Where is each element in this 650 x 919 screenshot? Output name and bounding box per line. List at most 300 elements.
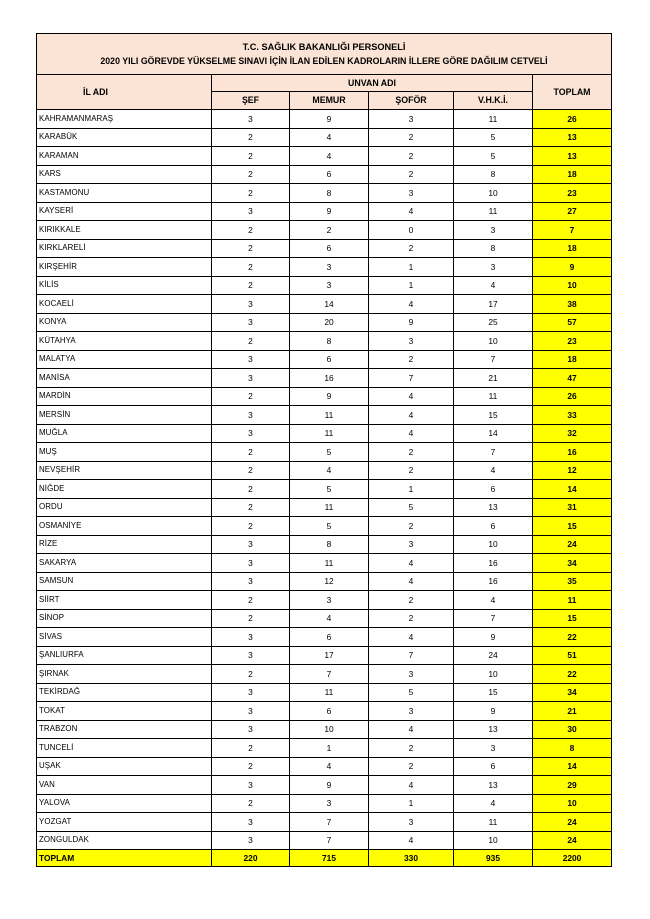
header-toplam: TOPLAM: [533, 75, 612, 110]
cell-sofor: 5: [369, 683, 454, 702]
cell-toplam: 11: [533, 591, 612, 610]
distribution-table: [36, 33, 612, 867]
cell-sef: 3: [212, 572, 290, 591]
cell-memur: 7: [290, 813, 369, 832]
table-row: [37, 572, 612, 591]
title-line-2: 2020 YILI GÖREVDE YÜKSELME SINAVI İÇİN İLAN EDİLEN KADROLARIN İLLERE GÖRE DAĞILIM CETVELİ: [100, 55, 548, 66]
cell-sef: 3: [212, 535, 290, 554]
cell-il-adi: KONYA: [37, 313, 212, 332]
header-sef: ŞEF: [212, 92, 290, 110]
cell-vhki: 3: [454, 221, 533, 240]
cell-toplam: 51: [533, 646, 612, 665]
cell-memur: 12: [290, 572, 369, 591]
cell-vhki: 14: [454, 424, 533, 443]
cell-memur: 3: [290, 794, 369, 813]
cell-sef: 3: [212, 554, 290, 573]
cell-toplam: 9: [533, 258, 612, 277]
cell-vhki: 6: [454, 757, 533, 776]
cell-sofor: 3: [369, 702, 454, 721]
cell-memur: 9: [290, 202, 369, 221]
cell-memur: 10: [290, 720, 369, 739]
cell-sef: 2: [212, 258, 290, 277]
table-row: [37, 424, 612, 443]
cell-sofor: 2: [369, 591, 454, 610]
cell-vhki: 11: [454, 202, 533, 221]
table-row: [37, 239, 612, 258]
cell-memur: 14: [290, 295, 369, 314]
cell-il-adi: SAMSUN: [37, 572, 212, 591]
cell-toplam: 8: [533, 739, 612, 758]
cell-vhki: 4: [454, 794, 533, 813]
cell-sef: 2: [212, 239, 290, 258]
cell-sofor: 4: [369, 202, 454, 221]
table-row: [37, 813, 612, 832]
cell-sef: 3: [212, 646, 290, 665]
cell-sofor: 7: [369, 646, 454, 665]
cell-toplam: 7: [533, 221, 612, 240]
table-title: [37, 34, 612, 75]
cell-il-adi: VAN: [37, 776, 212, 795]
total-sofor: 330: [369, 850, 454, 867]
total-memur: 715: [290, 850, 369, 867]
cell-sef: 3: [212, 702, 290, 721]
cell-toplam: 34: [533, 554, 612, 573]
cell-toplam: 23: [533, 332, 612, 351]
cell-sofor: 3: [369, 535, 454, 554]
cell-toplam: 10: [533, 276, 612, 295]
cell-il-adi: OSMANİYE: [37, 517, 212, 536]
cell-vhki: 13: [454, 498, 533, 517]
total-toplam: 2200: [533, 850, 612, 867]
cell-sofor: 2: [369, 350, 454, 369]
cell-vhki: 10: [454, 831, 533, 850]
cell-sofor: 2: [369, 739, 454, 758]
cell-il-adi: SİVAS: [37, 628, 212, 647]
cell-memur: 6: [290, 702, 369, 721]
cell-sef: 2: [212, 147, 290, 166]
table-row: [37, 221, 612, 240]
cell-sofor: 0: [369, 221, 454, 240]
cell-il-adi: KÜTAHYA: [37, 332, 212, 351]
cell-il-adi: TEKİRDAĞ: [37, 683, 212, 702]
cell-vhki: 9: [454, 702, 533, 721]
cell-memur: 8: [290, 535, 369, 554]
cell-toplam: 13: [533, 128, 612, 147]
cell-vhki: 3: [454, 258, 533, 277]
cell-sef: 3: [212, 813, 290, 832]
cell-sef: 2: [212, 609, 290, 628]
table-row: [37, 628, 612, 647]
cell-il-adi: TUNCELİ: [37, 739, 212, 758]
cell-memur: 6: [290, 628, 369, 647]
cell-sef: 2: [212, 498, 290, 517]
table-row: [37, 295, 612, 314]
table-row: [37, 350, 612, 369]
table-row: [37, 443, 612, 462]
cell-vhki: 8: [454, 165, 533, 184]
table-row: [37, 609, 612, 628]
cell-sef: 2: [212, 794, 290, 813]
cell-vhki: 15: [454, 406, 533, 425]
cell-memur: 6: [290, 165, 369, 184]
cell-vhki: 3: [454, 739, 533, 758]
cell-sef: 2: [212, 461, 290, 480]
cell-toplam: 13: [533, 147, 612, 166]
cell-memur: 4: [290, 609, 369, 628]
cell-memur: 11: [290, 683, 369, 702]
cell-sef: 2: [212, 517, 290, 536]
cell-toplam: 18: [533, 165, 612, 184]
cell-sofor: 1: [369, 794, 454, 813]
cell-toplam: 30: [533, 720, 612, 739]
cell-memur: 3: [290, 591, 369, 610]
table-row: [37, 535, 612, 554]
cell-il-adi: ORDU: [37, 498, 212, 517]
cell-sofor: 1: [369, 276, 454, 295]
total-sef: 220: [212, 850, 290, 867]
cell-vhki: 16: [454, 554, 533, 573]
cell-sofor: 4: [369, 776, 454, 795]
cell-sofor: 2: [369, 609, 454, 628]
title-line-1: T.C. SAĞLIK BAKANLIĞI PERSONELİ: [242, 41, 406, 52]
cell-il-adi: KARABÜK: [37, 128, 212, 147]
table-row: [37, 110, 612, 129]
cell-memur: 5: [290, 480, 369, 499]
cell-sef: 2: [212, 387, 290, 406]
cell-memur: 9: [290, 110, 369, 129]
cell-il-adi: YALOVA: [37, 794, 212, 813]
cell-memur: 11: [290, 406, 369, 425]
cell-sofor: 4: [369, 424, 454, 443]
cell-toplam: 34: [533, 683, 612, 702]
cell-toplam: 32: [533, 424, 612, 443]
table-row: [37, 480, 612, 499]
cell-memur: 9: [290, 776, 369, 795]
cell-sofor: 3: [369, 813, 454, 832]
cell-toplam: 24: [533, 813, 612, 832]
cell-vhki: 11: [454, 813, 533, 832]
distribution-sheet: [36, 33, 611, 867]
cell-sofor: 4: [369, 295, 454, 314]
cell-toplam: 31: [533, 498, 612, 517]
cell-il-adi: MALATYA: [37, 350, 212, 369]
cell-vhki: 10: [454, 332, 533, 351]
cell-memur: 11: [290, 424, 369, 443]
cell-toplam: 27: [533, 202, 612, 221]
cell-toplam: 33: [533, 406, 612, 425]
cell-il-adi: KAYSERİ: [37, 202, 212, 221]
table-row: [37, 683, 612, 702]
cell-sofor: 2: [369, 517, 454, 536]
table-row: [37, 831, 612, 850]
cell-sef: 2: [212, 184, 290, 203]
cell-vhki: 4: [454, 276, 533, 295]
table-row: [37, 665, 612, 684]
cell-vhki: 10: [454, 184, 533, 203]
cell-vhki: 4: [454, 591, 533, 610]
cell-sef: 2: [212, 332, 290, 351]
totals-row: [37, 850, 612, 867]
cell-sofor: 3: [369, 665, 454, 684]
cell-il-adi: KIRKLARELİ: [37, 239, 212, 258]
table-row: [37, 369, 612, 388]
cell-sef: 3: [212, 110, 290, 129]
cell-sofor: 1: [369, 258, 454, 277]
cell-il-adi: SİNOP: [37, 609, 212, 628]
cell-memur: 4: [290, 128, 369, 147]
cell-il-adi: ZONGULDAK: [37, 831, 212, 850]
cell-memur: 2: [290, 221, 369, 240]
cell-toplam: 14: [533, 757, 612, 776]
cell-il-adi: MUĞLA: [37, 424, 212, 443]
cell-vhki: 13: [454, 776, 533, 795]
table-row: [37, 128, 612, 147]
cell-sef: 2: [212, 665, 290, 684]
cell-il-adi: RİZE: [37, 535, 212, 554]
cell-il-adi: KIRŞEHİR: [37, 258, 212, 277]
cell-vhki: 6: [454, 517, 533, 536]
cell-memur: 16: [290, 369, 369, 388]
cell-sofor: 3: [369, 110, 454, 129]
table-row: [37, 276, 612, 295]
cell-sef: 3: [212, 406, 290, 425]
cell-sef: 2: [212, 443, 290, 462]
table-row: [37, 554, 612, 573]
cell-sofor: 4: [369, 628, 454, 647]
cell-memur: 1: [290, 739, 369, 758]
cell-vhki: 25: [454, 313, 533, 332]
cell-memur: 5: [290, 517, 369, 536]
cell-il-adi: MERSİN: [37, 406, 212, 425]
table-row: [37, 406, 612, 425]
cell-sofor: 2: [369, 128, 454, 147]
cell-vhki: 16: [454, 572, 533, 591]
cell-sofor: 4: [369, 387, 454, 406]
cell-sef: 3: [212, 350, 290, 369]
cell-sofor: 2: [369, 461, 454, 480]
table-row: [37, 517, 612, 536]
cell-sef: 3: [212, 202, 290, 221]
cell-toplam: 16: [533, 443, 612, 462]
cell-sofor: 4: [369, 831, 454, 850]
cell-vhki: 24: [454, 646, 533, 665]
cell-sef: 3: [212, 295, 290, 314]
cell-toplam: 26: [533, 110, 612, 129]
cell-il-adi: KIRIKKALE: [37, 221, 212, 240]
cell-vhki: 7: [454, 443, 533, 462]
cell-sofor: 2: [369, 757, 454, 776]
table-row: [37, 498, 612, 517]
cell-sef: 2: [212, 757, 290, 776]
table-row: [37, 387, 612, 406]
cell-toplam: 26: [533, 387, 612, 406]
cell-toplam: 15: [533, 609, 612, 628]
cell-il-adi: SAKARYA: [37, 554, 212, 573]
cell-toplam: 22: [533, 665, 612, 684]
cell-memur: 4: [290, 757, 369, 776]
cell-vhki: 10: [454, 665, 533, 684]
cell-vhki: 13: [454, 720, 533, 739]
cell-toplam: 38: [533, 295, 612, 314]
cell-sofor: 2: [369, 165, 454, 184]
table-row: [37, 313, 612, 332]
cell-il-adi: YOZGAT: [37, 813, 212, 832]
cell-il-adi: MARDİN: [37, 387, 212, 406]
cell-il-adi: KASTAMONU: [37, 184, 212, 203]
cell-toplam: 18: [533, 239, 612, 258]
table-row: [37, 720, 612, 739]
table-row: [37, 739, 612, 758]
header-memur: MEMUR: [290, 92, 369, 110]
cell-il-adi: KİLİS: [37, 276, 212, 295]
cell-memur: 6: [290, 239, 369, 258]
header-vhki: V.H.K.İ.: [454, 92, 533, 110]
cell-sofor: 4: [369, 554, 454, 573]
totals-label: TOPLAM: [37, 850, 212, 867]
cell-toplam: 12: [533, 461, 612, 480]
cell-il-adi: SİİRT: [37, 591, 212, 610]
cell-vhki: 5: [454, 147, 533, 166]
cell-sofor: 3: [369, 332, 454, 351]
cell-toplam: 10: [533, 794, 612, 813]
cell-sofor: 2: [369, 147, 454, 166]
cell-il-adi: KOCAELİ: [37, 295, 212, 314]
cell-sofor: 2: [369, 443, 454, 462]
cell-sef: 3: [212, 720, 290, 739]
cell-sofor: 5: [369, 498, 454, 517]
table-row: [37, 202, 612, 221]
cell-vhki: 21: [454, 369, 533, 388]
cell-vhki: 11: [454, 110, 533, 129]
cell-sef: 2: [212, 165, 290, 184]
cell-sef: 3: [212, 424, 290, 443]
cell-memur: 5: [290, 443, 369, 462]
cell-il-adi: ŞANLIURFA: [37, 646, 212, 665]
cell-toplam: 29: [533, 776, 612, 795]
cell-sofor: 1: [369, 480, 454, 499]
cell-vhki: 17: [454, 295, 533, 314]
cell-vhki: 11: [454, 387, 533, 406]
cell-il-adi: MANİSA: [37, 369, 212, 388]
header-unvan-adi: UNVAN ADI: [212, 75, 533, 92]
table-body: [37, 110, 612, 850]
cell-sef: 3: [212, 831, 290, 850]
cell-toplam: 23: [533, 184, 612, 203]
cell-vhki: 7: [454, 350, 533, 369]
cell-sef: 2: [212, 739, 290, 758]
cell-memur: 17: [290, 646, 369, 665]
cell-sef: 3: [212, 313, 290, 332]
cell-toplam: 18: [533, 350, 612, 369]
cell-il-adi: UŞAK: [37, 757, 212, 776]
cell-toplam: 57: [533, 313, 612, 332]
cell-vhki: 6: [454, 480, 533, 499]
cell-il-adi: NEVŞEHİR: [37, 461, 212, 480]
cell-sef: 2: [212, 480, 290, 499]
cell-sef: 3: [212, 683, 290, 702]
cell-memur: 3: [290, 258, 369, 277]
cell-memur: 3: [290, 276, 369, 295]
cell-memur: 8: [290, 184, 369, 203]
cell-memur: 4: [290, 461, 369, 480]
cell-sofor: 4: [369, 572, 454, 591]
table-row: [37, 794, 612, 813]
cell-memur: 11: [290, 498, 369, 517]
cell-memur: 11: [290, 554, 369, 573]
cell-vhki: 5: [454, 128, 533, 147]
cell-vhki: 4: [454, 461, 533, 480]
cell-toplam: 15: [533, 517, 612, 536]
table-row: [37, 776, 612, 795]
cell-vhki: 9: [454, 628, 533, 647]
cell-toplam: 35: [533, 572, 612, 591]
cell-il-adi: TOKAT: [37, 702, 212, 721]
cell-toplam: 22: [533, 628, 612, 647]
cell-sef: 3: [212, 369, 290, 388]
cell-memur: 9: [290, 387, 369, 406]
cell-sofor: 4: [369, 720, 454, 739]
cell-memur: 20: [290, 313, 369, 332]
cell-toplam: 47: [533, 369, 612, 388]
cell-sef: 2: [212, 128, 290, 147]
cell-toplam: 24: [533, 831, 612, 850]
cell-memur: 7: [290, 831, 369, 850]
header-il-adi: İL ADI: [37, 75, 212, 110]
cell-sofor: 2: [369, 239, 454, 258]
table-row: [37, 147, 612, 166]
table-row: [37, 332, 612, 351]
table-row: [37, 184, 612, 203]
table-row: [37, 702, 612, 721]
cell-il-adi: KARAMAN: [37, 147, 212, 166]
cell-toplam: 14: [533, 480, 612, 499]
cell-vhki: 15: [454, 683, 533, 702]
table-row: [37, 258, 612, 277]
cell-toplam: 24: [533, 535, 612, 554]
cell-sofor: 3: [369, 184, 454, 203]
cell-il-adi: NİĞDE: [37, 480, 212, 499]
cell-memur: 4: [290, 147, 369, 166]
cell-vhki: 8: [454, 239, 533, 258]
cell-sofor: 9: [369, 313, 454, 332]
cell-sef: 2: [212, 276, 290, 295]
cell-il-adi: ŞIRNAK: [37, 665, 212, 684]
cell-il-adi: KARS: [37, 165, 212, 184]
table-row: [37, 757, 612, 776]
cell-sofor: 4: [369, 406, 454, 425]
table-row: [37, 165, 612, 184]
cell-sef: 3: [212, 628, 290, 647]
cell-memur: 7: [290, 665, 369, 684]
cell-memur: 6: [290, 350, 369, 369]
table-row: [37, 461, 612, 480]
table-row: [37, 591, 612, 610]
cell-il-adi: KAHRAMANMARAŞ: [37, 110, 212, 129]
cell-sef: 2: [212, 591, 290, 610]
cell-sofor: 7: [369, 369, 454, 388]
cell-memur: 8: [290, 332, 369, 351]
cell-il-adi: TRABZON: [37, 720, 212, 739]
header-sofor: ŞOFÖR: [369, 92, 454, 110]
total-vhki: 935: [454, 850, 533, 867]
cell-sef: 3: [212, 776, 290, 795]
cell-vhki: 7: [454, 609, 533, 628]
cell-il-adi: MUŞ: [37, 443, 212, 462]
cell-sef: 2: [212, 221, 290, 240]
cell-toplam: 21: [533, 702, 612, 721]
cell-vhki: 10: [454, 535, 533, 554]
table-row: [37, 646, 612, 665]
